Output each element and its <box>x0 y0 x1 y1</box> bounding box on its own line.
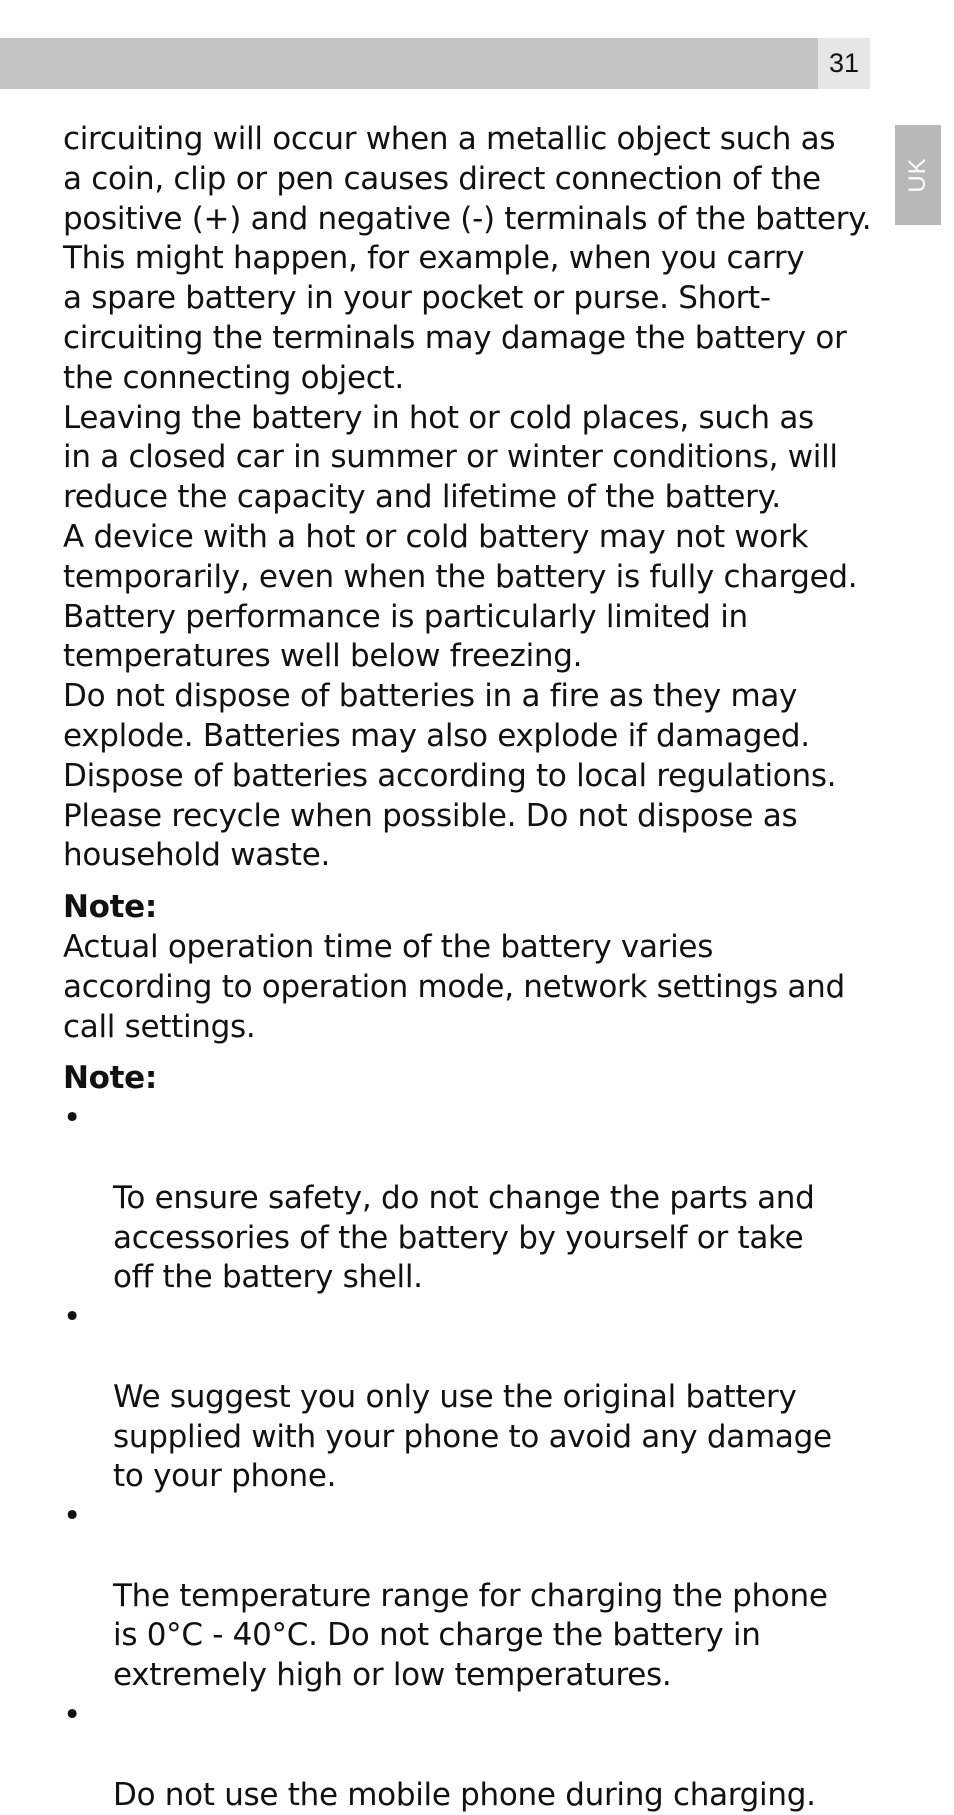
language-tab-label: UK <box>904 157 931 193</box>
list-item-text: Do not use the mobile phone during charging. <box>113 1776 816 1813</box>
page-number: 31 <box>818 38 870 89</box>
list-item <box>63 1298 875 1497</box>
bullet-icon: • <box>63 1100 81 1137</box>
note-text: Actual operation time of the battery varies according to operation mode, network settings and call settings. <box>63 928 845 1045</box>
note-heading: Note: <box>63 889 157 926</box>
list-item <box>63 1497 875 1696</box>
paragraph-temperature: Leaving the battery in hot or cold places, such as in a closed car in summer or winter conditions, will reduce the capacity and lifetime of the battery. A device with a hot or cold battery may not work temporarily, even when the battery is fully charged. Battery performance is particularly limited in temperatures well below freezing. <box>63 399 858 675</box>
language-tab <box>895 125 941 225</box>
paragraph-disposal: Do not dispose of batteries in a fire as they may explode. Batteries may also explode if damaged. Dispose of batteries according to local regulations. Please recycle when possible. Do not dispose as household waste. <box>63 678 837 874</box>
list-item-text: We suggest you only use the original battery supplied with your phone to avoid any damage to your phone. <box>113 1378 832 1495</box>
safety-bullet-list <box>63 1099 875 1815</box>
list-item-text: To ensure safety, do not change the parts and accessories of the battery by yourself or take off the battery shell. <box>113 1179 815 1296</box>
bullet-icon: • <box>63 1299 81 1336</box>
list-item <box>63 1696 875 1815</box>
paragraph-short-circuit: circuiting will occur when a metallic object such as a coin, clip or pen causes direct connection of the positive (+) and negative (-) terminals of the battery. This might happen, for example, when you carry a spare battery in your pocket or purse. Short- circuiting the terminals may damage the battery or the connecting object. <box>63 121 872 396</box>
bullet-icon: • <box>63 1697 81 1734</box>
list-item <box>63 1099 875 1298</box>
bullet-icon: • <box>63 1498 81 1535</box>
header-bar <box>0 38 818 89</box>
page-content <box>63 120 875 1815</box>
list-item-text: The temperature range for charging the phone is 0°C - 40°C. Do not charge the battery in extremely high or low temperatures. <box>113 1577 828 1694</box>
note-heading: Note: <box>63 1060 157 1097</box>
